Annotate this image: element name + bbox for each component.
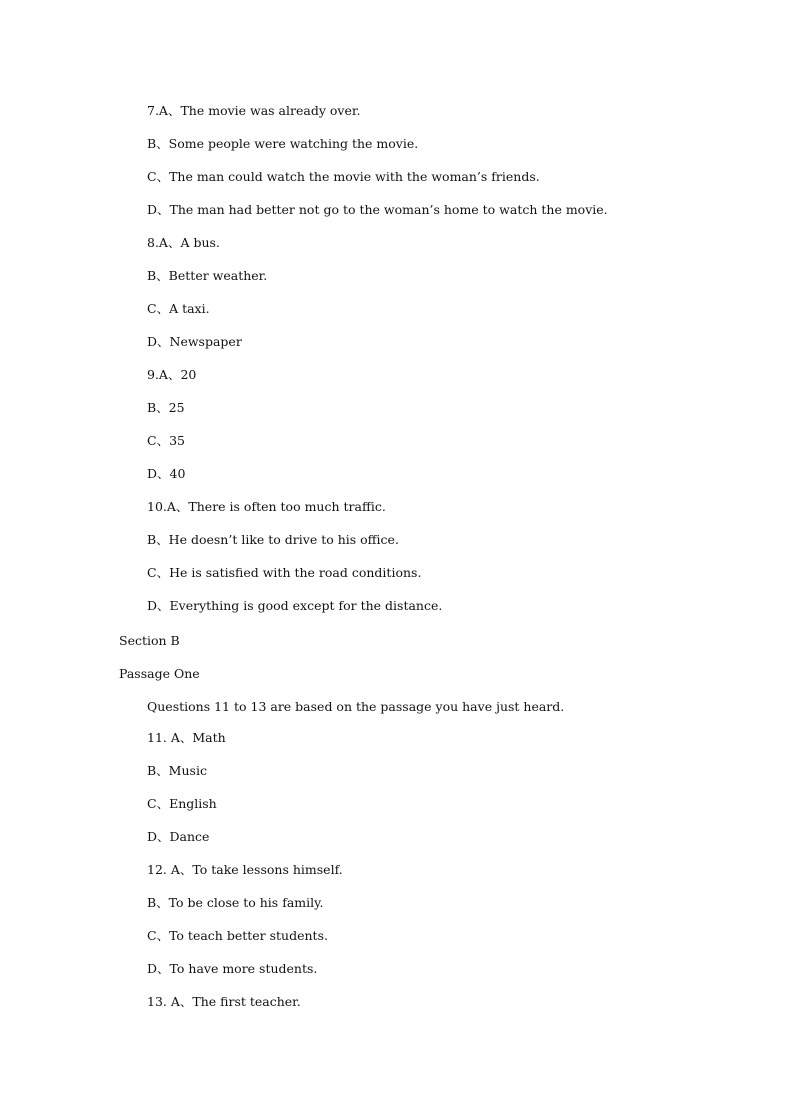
q12-option-d: D、To have more students. <box>147 961 318 976</box>
q10-option-b: B、He doesn’t like to drive to his office. <box>147 532 399 547</box>
q10-option-a: 10.A、There is often too much traffic. <box>147 499 386 514</box>
q11-option-c: C、English <box>147 796 217 811</box>
q11-option-d: D、Dance <box>147 829 210 844</box>
passage-instruction: Questions 11 to 13 are based on the passage you have just heard. <box>147 699 565 714</box>
q8-option-d: D、Newspaper <box>147 334 242 349</box>
q12-option-c: C、To teach better students. <box>147 928 328 943</box>
q9-option-c: C、35 <box>147 433 185 448</box>
q7-option-c: C、The man could watch the movie with the woman’s friends. <box>147 169 540 184</box>
section-heading: Section B <box>119 633 180 648</box>
q11-option-b: B、Music <box>147 763 207 778</box>
q12-option-b: B、To be close to his family. <box>147 895 324 910</box>
q11-option-a: 11. A、Math <box>147 730 226 745</box>
q7-option-b: B、Some people were watching the movie. <box>147 136 419 151</box>
q12-option-a: 12. A、To take lessons himself. <box>147 862 343 877</box>
q9-option-b: B、25 <box>147 400 185 415</box>
q10-option-d: D、Everything is good except for the distance. <box>147 598 443 613</box>
q7-option-a: 7.A、The movie was already over. <box>147 103 361 118</box>
q8-option-a: 8.A、A bus. <box>147 235 220 250</box>
q9-option-a: 9.A、20 <box>147 367 197 382</box>
q7-option-d: D、The man had better not go to the woman’s home to watch the movie. <box>147 202 608 217</box>
q13-option-a: 13. A、The first teacher. <box>147 994 301 1009</box>
q9-option-d: D、40 <box>147 466 186 481</box>
q8-option-c: C、A taxi. <box>147 301 210 316</box>
passage-heading: Passage One <box>119 666 200 681</box>
q8-option-b: B、Better weather. <box>147 268 268 283</box>
q10-option-c: C、He is satisfied with the road conditions. <box>147 565 422 580</box>
